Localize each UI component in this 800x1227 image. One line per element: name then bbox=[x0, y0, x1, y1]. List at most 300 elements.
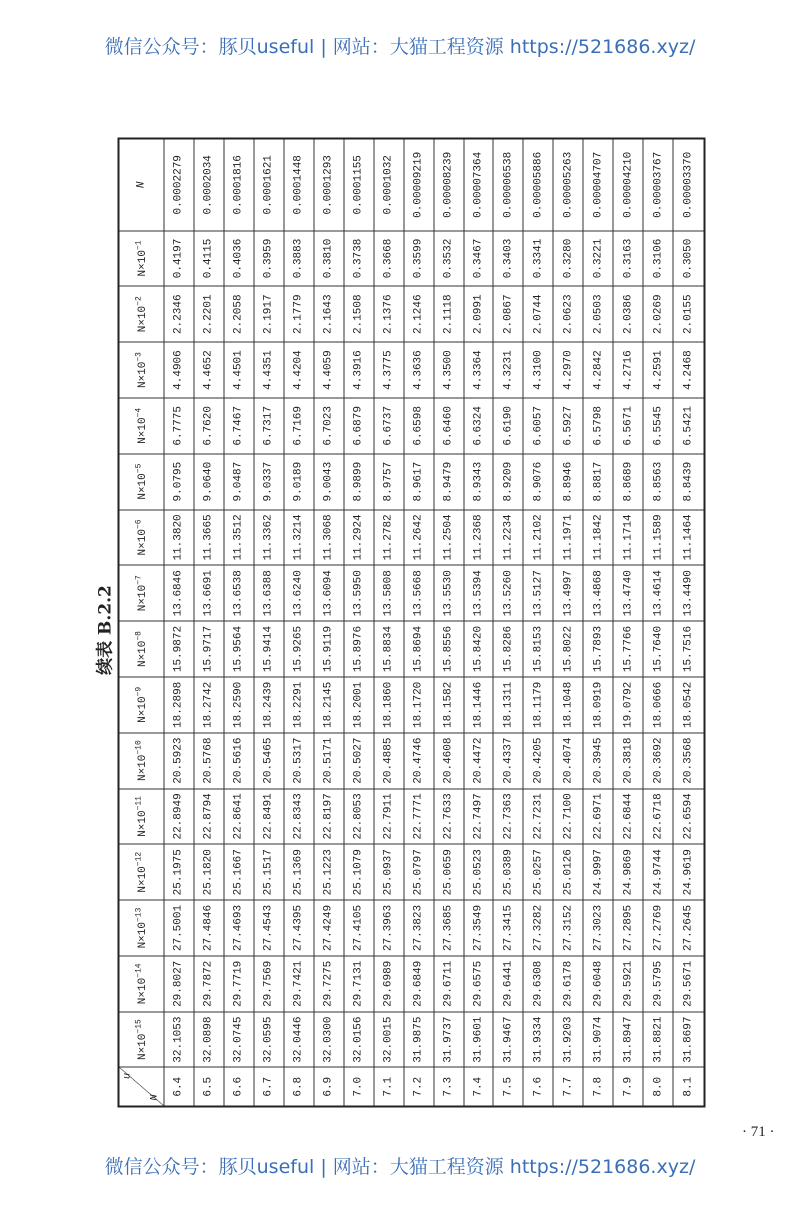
value-cell: 27.3549 bbox=[463, 900, 493, 956]
value-cell: 31.9467 bbox=[493, 1011, 523, 1067]
value-cell: 11.3665 bbox=[193, 509, 223, 565]
value-cell: 20.5768 bbox=[193, 732, 223, 788]
value-cell: 24.9997 bbox=[583, 844, 613, 900]
value-cell: 0.00005886 bbox=[523, 138, 553, 230]
table-row bbox=[523, 138, 553, 1106]
value-cell: 25.1223 bbox=[313, 844, 343, 900]
data-table bbox=[117, 137, 705, 1107]
value-cell: 32.0015 bbox=[373, 1011, 403, 1067]
value-cell: 13.6094 bbox=[313, 565, 343, 621]
value-cell: 4.3500 bbox=[433, 342, 463, 398]
column-header-exponent: −13 bbox=[133, 907, 143, 922]
column-header-base: N×10 bbox=[136, 249, 149, 276]
column-header-base: N×10 bbox=[136, 977, 149, 1004]
value-cell: 29.8027 bbox=[164, 955, 194, 1011]
value-cell: 13.5127 bbox=[523, 565, 553, 621]
value-cell: 13.4490 bbox=[673, 565, 704, 621]
value-cell: 15.9717 bbox=[193, 621, 223, 677]
value-cell: 29.5671 bbox=[673, 955, 704, 1011]
column-header bbox=[118, 955, 164, 1011]
value-cell: 11.2368 bbox=[463, 509, 493, 565]
value-cell: 0.0001032 bbox=[373, 138, 403, 230]
value-cell: 18.1311 bbox=[493, 676, 523, 732]
column-header-base: N×10 bbox=[136, 865, 149, 893]
value-cell: 20.4472 bbox=[463, 732, 493, 788]
value-cell: 0.3532 bbox=[433, 230, 463, 286]
column-header-exponent: −7 bbox=[133, 574, 143, 585]
value-cell: 18.2145 bbox=[313, 676, 343, 732]
column-header-exponent: −1 bbox=[133, 239, 143, 250]
value-cell: 4.3100 bbox=[523, 342, 553, 398]
value-cell: 15.9119 bbox=[313, 621, 343, 677]
value-cell: 20.3692 bbox=[643, 732, 673, 788]
value-cell: 2.2058 bbox=[223, 286, 253, 342]
value-cell: 29.6048 bbox=[583, 955, 613, 1011]
value-cell: 13.4997 bbox=[553, 565, 583, 621]
value-cell: 15.8834 bbox=[373, 621, 403, 677]
value-cell: 18.1179 bbox=[523, 676, 553, 732]
value-cell: 20.4746 bbox=[403, 732, 433, 788]
column-header-base: N×10 bbox=[136, 809, 149, 837]
value-cell: 20.4205 bbox=[523, 732, 553, 788]
value-cell: 0.4115 bbox=[193, 230, 223, 286]
value-cell: 2.1643 bbox=[313, 286, 343, 342]
value-cell: 9.0337 bbox=[253, 453, 283, 509]
value-cell: 8.8439 bbox=[673, 453, 704, 509]
table-row bbox=[253, 138, 283, 1106]
value-cell: 18.1582 bbox=[433, 676, 463, 732]
value-cell: 0.3599 bbox=[403, 230, 433, 286]
value-cell: 18.2898 bbox=[164, 676, 194, 732]
column-header-exponent: −2 bbox=[133, 295, 143, 306]
value-cell: 27.4846 bbox=[193, 900, 223, 956]
value-cell: 15.9872 bbox=[164, 621, 194, 677]
value-cell: 18.0542 bbox=[673, 676, 704, 732]
u-value-cell: 6.8 bbox=[283, 1067, 313, 1106]
column-header-base: N×10 bbox=[136, 640, 149, 667]
table-row bbox=[433, 138, 463, 1106]
value-cell: 27.3685 bbox=[433, 900, 463, 956]
column-header bbox=[118, 900, 164, 956]
value-cell: 18.2439 bbox=[253, 676, 283, 732]
value-cell: 0.0001621 bbox=[253, 138, 283, 230]
value-cell: 22.8491 bbox=[253, 788, 283, 844]
value-cell: 29.7275 bbox=[313, 955, 343, 1011]
value-cell: 6.5421 bbox=[673, 397, 704, 453]
value-cell: 0.4197 bbox=[164, 230, 194, 286]
value-cell: 4.3636 bbox=[403, 342, 433, 398]
value-cell: 11.1589 bbox=[643, 509, 673, 565]
value-cell: 27.4249 bbox=[313, 900, 343, 956]
column-header bbox=[118, 138, 164, 230]
value-cell: 6.7775 bbox=[164, 397, 194, 453]
column-header-exponent: −11 bbox=[133, 795, 143, 810]
value-cell: 29.6711 bbox=[433, 955, 463, 1011]
u-value-cell: 7.7 bbox=[553, 1067, 583, 1106]
value-cell: 6.6190 bbox=[493, 397, 523, 453]
value-cell: 13.6691 bbox=[193, 565, 223, 621]
value-cell: 0.00005263 bbox=[553, 138, 583, 230]
value-cell: 20.5317 bbox=[283, 732, 313, 788]
value-cell: 20.5465 bbox=[253, 732, 283, 788]
value-cell: 22.7363 bbox=[493, 788, 523, 844]
table-row bbox=[493, 138, 523, 1106]
value-cell: 22.8053 bbox=[343, 788, 373, 844]
value-cell: 32.0300 bbox=[313, 1011, 343, 1067]
value-cell: 22.8949 bbox=[164, 788, 194, 844]
value-cell: 15.7516 bbox=[673, 621, 704, 677]
value-cell: 8.8563 bbox=[643, 453, 673, 509]
value-cell: 0.3959 bbox=[253, 230, 283, 286]
value-cell: 2.0623 bbox=[553, 286, 583, 342]
value-cell: 22.7911 bbox=[373, 788, 403, 844]
value-cell: 29.6308 bbox=[523, 955, 553, 1011]
value-cell: 0.00009219 bbox=[403, 138, 433, 230]
column-header bbox=[118, 342, 164, 398]
value-cell: 2.0269 bbox=[643, 286, 673, 342]
value-cell: 0.00006538 bbox=[493, 138, 523, 230]
value-cell: 0.3883 bbox=[283, 230, 313, 286]
u-value-cell: 7.9 bbox=[613, 1067, 643, 1106]
value-cell: 4.4906 bbox=[164, 342, 194, 398]
value-cell: 25.1667 bbox=[223, 844, 253, 900]
u-value-cell: 6.4 bbox=[164, 1067, 194, 1106]
value-cell: 6.7023 bbox=[313, 397, 343, 453]
value-cell: 29.7421 bbox=[283, 955, 313, 1011]
u-value-cell: 7.4 bbox=[463, 1067, 493, 1106]
column-header-base: N×10 bbox=[136, 695, 149, 723]
value-cell: 13.5808 bbox=[373, 565, 403, 621]
value-cell: 18.2001 bbox=[343, 676, 373, 732]
value-cell: 4.2970 bbox=[553, 342, 583, 398]
value-cell: 11.2924 bbox=[343, 509, 373, 565]
value-cell: 29.7569 bbox=[253, 955, 283, 1011]
value-cell: 0.3280 bbox=[553, 230, 583, 286]
value-cell: 8.8946 bbox=[553, 453, 583, 509]
column-header-exponent: −12 bbox=[133, 851, 143, 866]
value-cell: 8.8689 bbox=[613, 453, 643, 509]
value-cell: 9.0487 bbox=[223, 453, 253, 509]
value-cell: 13.6846 bbox=[164, 565, 194, 621]
value-cell: 11.3362 bbox=[253, 509, 283, 565]
value-cell: 20.5616 bbox=[223, 732, 253, 788]
value-cell: 0.3403 bbox=[493, 230, 523, 286]
value-cell: 0.3668 bbox=[373, 230, 403, 286]
value-cell: 8.9899 bbox=[343, 453, 373, 509]
table-row bbox=[613, 138, 643, 1106]
u-value-cell: 7.3 bbox=[433, 1067, 463, 1106]
value-cell: 22.8641 bbox=[223, 788, 253, 844]
table-row bbox=[343, 138, 373, 1106]
value-cell: 20.4608 bbox=[433, 732, 463, 788]
value-cell: 20.3568 bbox=[673, 732, 704, 788]
value-cell: 0.3221 bbox=[583, 230, 613, 286]
value-cell: 25.1369 bbox=[283, 844, 313, 900]
value-cell: 11.1971 bbox=[553, 509, 583, 565]
value-cell: 11.3214 bbox=[283, 509, 313, 565]
value-cell: 18.1446 bbox=[463, 676, 493, 732]
value-cell: 4.3916 bbox=[343, 342, 373, 398]
u-value-cell: 6.9 bbox=[313, 1067, 343, 1106]
value-cell: 20.4885 bbox=[373, 732, 403, 788]
corner-n-label: N bbox=[149, 1093, 160, 1100]
value-cell: 11.3512 bbox=[223, 509, 253, 565]
value-cell: 2.2346 bbox=[164, 286, 194, 342]
corner-cell bbox=[118, 1067, 164, 1106]
value-cell: 25.0523 bbox=[463, 844, 493, 900]
value-cell: 6.5545 bbox=[643, 397, 673, 453]
value-cell: 0.0001155 bbox=[343, 138, 373, 230]
value-cell: 27.2645 bbox=[673, 900, 704, 956]
value-cell: 29.6575 bbox=[463, 955, 493, 1011]
column-header-base: N×10 bbox=[136, 921, 149, 948]
column-header-base: N bbox=[135, 181, 147, 188]
value-cell: 4.4652 bbox=[193, 342, 223, 398]
value-cell: 20.4074 bbox=[553, 732, 583, 788]
u-value-cell: 7.2 bbox=[403, 1067, 433, 1106]
value-cell: 22.7633 bbox=[433, 788, 463, 844]
column-header bbox=[118, 230, 164, 286]
value-cell: 29.5921 bbox=[613, 955, 643, 1011]
value-cell: 18.1860 bbox=[373, 676, 403, 732]
value-cell: 8.9076 bbox=[523, 453, 553, 509]
value-cell: 2.2201 bbox=[193, 286, 223, 342]
value-cell: 22.6971 bbox=[583, 788, 613, 844]
value-cell: 4.3775 bbox=[373, 342, 403, 398]
column-header-base: N×10 bbox=[136, 584, 149, 611]
value-cell: 27.4395 bbox=[283, 900, 313, 956]
value-cell: 2.0867 bbox=[493, 286, 523, 342]
value-cell: 31.9203 bbox=[553, 1011, 583, 1067]
value-cell: 22.8343 bbox=[283, 788, 313, 844]
value-cell: 6.7467 bbox=[223, 397, 253, 453]
value-cell: 25.0659 bbox=[433, 844, 463, 900]
value-cell: 31.9074 bbox=[583, 1011, 613, 1067]
value-cell: 24.9744 bbox=[643, 844, 673, 900]
column-header-base: N×10 bbox=[136, 1033, 149, 1060]
value-cell: 2.1118 bbox=[433, 286, 463, 342]
value-cell: 13.6388 bbox=[253, 565, 283, 621]
value-cell: 11.3820 bbox=[164, 509, 194, 565]
value-cell: 0.00007364 bbox=[463, 138, 493, 230]
value-cell: 11.2504 bbox=[433, 509, 463, 565]
value-cell: 6.6598 bbox=[403, 397, 433, 453]
value-cell: 20.5171 bbox=[313, 732, 343, 788]
u-value-cell: 7.0 bbox=[343, 1067, 373, 1106]
value-cell: 0.3467 bbox=[463, 230, 493, 286]
value-cell: 29.7872 bbox=[193, 955, 223, 1011]
value-cell: 13.4740 bbox=[613, 565, 643, 621]
column-header bbox=[118, 397, 164, 453]
value-cell: 27.3282 bbox=[523, 900, 553, 956]
column-header bbox=[118, 286, 164, 342]
value-cell: 6.7169 bbox=[283, 397, 313, 453]
value-cell: 32.0446 bbox=[283, 1011, 313, 1067]
table-row bbox=[313, 138, 343, 1106]
value-cell: 19.0792 bbox=[613, 676, 643, 732]
u-value-cell: 7.6 bbox=[523, 1067, 553, 1106]
value-cell: 2.0155 bbox=[673, 286, 704, 342]
value-cell: 25.1079 bbox=[343, 844, 373, 900]
value-cell: 6.5671 bbox=[613, 397, 643, 453]
column-header bbox=[118, 844, 164, 900]
value-cell: 6.6057 bbox=[523, 397, 553, 453]
value-cell: 13.6240 bbox=[283, 565, 313, 621]
value-cell: 4.2591 bbox=[643, 342, 673, 398]
table-row bbox=[643, 138, 673, 1106]
column-header-exponent: −10 bbox=[133, 739, 143, 755]
value-cell: 18.0666 bbox=[643, 676, 673, 732]
column-header bbox=[118, 565, 164, 621]
value-cell: 29.7131 bbox=[343, 955, 373, 1011]
value-cell: 18.2742 bbox=[193, 676, 223, 732]
u-value-cell: 8.1 bbox=[673, 1067, 704, 1106]
value-cell: 4.4351 bbox=[253, 342, 283, 398]
value-cell: 22.6718 bbox=[643, 788, 673, 844]
value-cell: 4.2842 bbox=[583, 342, 613, 398]
value-cell: 0.3738 bbox=[343, 230, 373, 286]
value-cell: 25.0126 bbox=[553, 844, 583, 900]
value-cell: 20.3818 bbox=[613, 732, 643, 788]
column-header-exponent: −9 bbox=[133, 686, 143, 696]
value-cell: 0.00003767 bbox=[643, 138, 673, 230]
value-cell: 25.0389 bbox=[493, 844, 523, 900]
table-row bbox=[403, 138, 433, 1106]
value-cell: 0.3341 bbox=[523, 230, 553, 286]
table-row bbox=[553, 138, 583, 1106]
value-cell: 9.0189 bbox=[283, 453, 313, 509]
value-cell: 25.1975 bbox=[164, 844, 194, 900]
value-cell: 2.1779 bbox=[283, 286, 313, 342]
value-cell: 4.2716 bbox=[613, 342, 643, 398]
value-cell: 15.9564 bbox=[223, 621, 253, 677]
value-cell: 25.0797 bbox=[403, 844, 433, 900]
value-cell: 20.5027 bbox=[343, 732, 373, 788]
value-cell: 4.3364 bbox=[463, 342, 493, 398]
u-value-cell: 6.5 bbox=[193, 1067, 223, 1106]
value-cell: 27.4543 bbox=[253, 900, 283, 956]
value-cell: 20.5923 bbox=[164, 732, 194, 788]
value-cell: 13.5950 bbox=[343, 565, 373, 621]
value-cell: 29.5795 bbox=[643, 955, 673, 1011]
value-cell: 11.2782 bbox=[373, 509, 403, 565]
value-cell: 11.1714 bbox=[613, 509, 643, 565]
value-cell: 27.3415 bbox=[493, 900, 523, 956]
value-cell: 11.2642 bbox=[403, 509, 433, 565]
value-cell: 11.3068 bbox=[313, 509, 343, 565]
value-cell: 0.0001816 bbox=[223, 138, 253, 230]
value-cell: 27.3963 bbox=[373, 900, 403, 956]
value-cell: 8.9209 bbox=[493, 453, 523, 509]
value-cell: 22.6594 bbox=[673, 788, 704, 844]
u-value-cell: 6.6 bbox=[223, 1067, 253, 1106]
value-cell: 0.3106 bbox=[643, 230, 673, 286]
value-cell: 6.6879 bbox=[343, 397, 373, 453]
value-cell: 2.0503 bbox=[583, 286, 613, 342]
value-cell: 6.6737 bbox=[373, 397, 403, 453]
value-cell: 6.6324 bbox=[463, 397, 493, 453]
value-cell: 22.8197 bbox=[313, 788, 343, 844]
value-cell: 0.0002034 bbox=[193, 138, 223, 230]
value-cell: 32.0898 bbox=[193, 1011, 223, 1067]
watermark-top: 微信公众号：豚贝useful | 网站：大猫工程资源 https://521686.xyz/ bbox=[104, 36, 696, 58]
value-cell: 27.4105 bbox=[343, 900, 373, 956]
column-header-base: N×10 bbox=[136, 416, 149, 444]
value-cell: 27.3152 bbox=[553, 900, 583, 956]
value-cell: 15.9265 bbox=[283, 621, 313, 677]
value-cell: 25.1517 bbox=[253, 844, 283, 900]
value-cell: 15.8694 bbox=[403, 621, 433, 677]
value-cell: 2.0991 bbox=[463, 286, 493, 342]
value-cell: 27.5001 bbox=[164, 900, 194, 956]
u-value-cell: 7.8 bbox=[583, 1067, 613, 1106]
value-cell: 31.9334 bbox=[523, 1011, 553, 1067]
value-cell: 27.4693 bbox=[223, 900, 253, 956]
value-cell: 6.7620 bbox=[193, 397, 223, 453]
value-cell: 18.1720 bbox=[403, 676, 433, 732]
column-header bbox=[118, 509, 164, 565]
value-cell: 4.3231 bbox=[493, 342, 523, 398]
column-header-base: N×10 bbox=[136, 472, 149, 500]
value-cell: 15.7766 bbox=[613, 621, 643, 677]
value-cell: 31.9601 bbox=[463, 1011, 493, 1067]
header-row bbox=[118, 138, 164, 1106]
value-cell: 4.2468 bbox=[673, 342, 704, 398]
value-cell: 24.9619 bbox=[673, 844, 704, 900]
column-header bbox=[118, 732, 164, 788]
value-cell: 31.9875 bbox=[403, 1011, 433, 1067]
value-cell: 13.5668 bbox=[403, 565, 433, 621]
value-cell: 2.1917 bbox=[253, 286, 283, 342]
u-value-cell: 8.0 bbox=[643, 1067, 673, 1106]
value-cell: 11.1464 bbox=[673, 509, 704, 565]
value-cell: 6.6460 bbox=[433, 397, 463, 453]
value-cell: 0.0001293 bbox=[313, 138, 343, 230]
value-cell: 15.8420 bbox=[463, 621, 493, 677]
value-cell: 9.0640 bbox=[193, 453, 223, 509]
column-header-exponent: −4 bbox=[133, 407, 143, 417]
value-cell: 27.3023 bbox=[583, 900, 613, 956]
value-cell: 15.8286 bbox=[493, 621, 523, 677]
value-cell: 0.3050 bbox=[673, 230, 704, 286]
column-header-base: N×10 bbox=[136, 305, 149, 332]
value-cell: 15.7640 bbox=[643, 621, 673, 677]
value-cell: 27.3823 bbox=[403, 900, 433, 956]
value-cell: 31.9737 bbox=[433, 1011, 463, 1067]
value-cell: 8.9617 bbox=[403, 453, 433, 509]
value-cell: 11.2234 bbox=[493, 509, 523, 565]
table-row bbox=[673, 138, 704, 1106]
value-cell: 32.0745 bbox=[223, 1011, 253, 1067]
column-header bbox=[118, 788, 164, 844]
value-cell: 18.1048 bbox=[553, 676, 583, 732]
value-cell: 25.1820 bbox=[193, 844, 223, 900]
column-header bbox=[118, 621, 164, 677]
value-cell: 32.0595 bbox=[253, 1011, 283, 1067]
table-row bbox=[283, 138, 313, 1106]
value-cell: 6.5927 bbox=[553, 397, 583, 453]
u-value-cell: 7.5 bbox=[493, 1067, 523, 1106]
value-cell: 13.4868 bbox=[583, 565, 613, 621]
value-cell: 27.2769 bbox=[643, 900, 673, 956]
value-cell: 2.1508 bbox=[343, 286, 373, 342]
value-cell: 9.0795 bbox=[164, 453, 194, 509]
value-cell: 15.7893 bbox=[583, 621, 613, 677]
column-header-base: N×10 bbox=[136, 361, 149, 388]
value-cell: 8.9757 bbox=[373, 453, 403, 509]
table-title: 续表 B.2.2 bbox=[95, 585, 116, 675]
value-cell: 15.8022 bbox=[553, 621, 583, 677]
